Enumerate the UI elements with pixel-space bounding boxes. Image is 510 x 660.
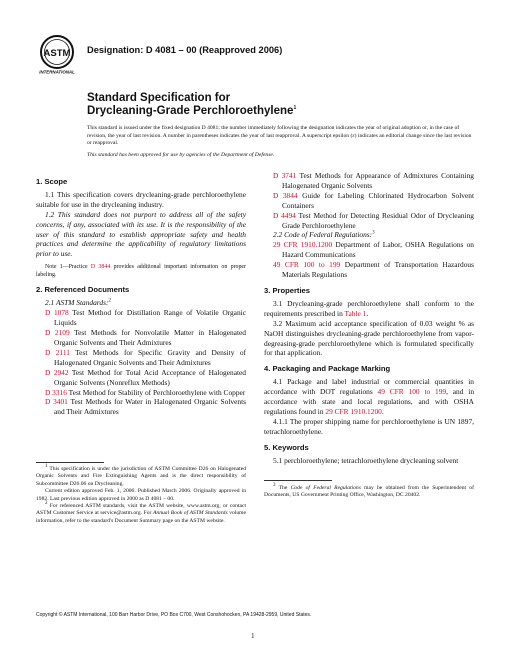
properties-3-1-text: 3.1 Drycleaning-grade perchloroethylene shall conform to the requirements prescribed in — [264, 298, 474, 318]
ref-d3401 — [36, 397, 246, 417]
logo-subtext: INTERNATIONAL — [39, 69, 75, 75]
ref-49cfr-title: Department of Transportation Hazardous Materials Regulations — [282, 260, 475, 280]
ref-d3844 — [264, 191, 474, 211]
properties-3-1-end: . — [366, 308, 369, 318]
ref-49cfr — [264, 260, 474, 280]
note-1-prefix: Note 1—Practice — [45, 264, 91, 271]
title-line-2: Drycleaning-Grade Perchloroethylene — [87, 105, 294, 117]
link-d3844[interactable]: D 3844 — [273, 190, 298, 200]
note-1 — [36, 264, 246, 279]
link-49cfr-inline[interactable]: 49 CFR 100 to 199 — [377, 387, 447, 397]
logo-text: ASTM — [43, 48, 71, 59]
footnote-rule-right — [264, 480, 332, 481]
ref-29cfr — [264, 240, 474, 260]
cfr-label-text: 2.2 Code of Federal Regulations: — [273, 230, 373, 240]
ref-29cfr-title: Department of Labor, OSHA Regulations on Hazard Communications — [282, 240, 474, 260]
keywords-heading: 5. Keywords — [264, 442, 309, 452]
page-number: 1 — [251, 632, 255, 640]
ref-d2109 — [36, 328, 246, 348]
ref-d1078 — [36, 308, 246, 328]
link-table-1[interactable]: Table 1 — [344, 308, 367, 318]
ref-d1078-title: Test Method for Distillation Range of Volatile Organic Liquids — [54, 308, 246, 328]
packaging-4-1 — [264, 377, 474, 417]
link-d1078[interactable]: D 1078 — [45, 308, 69, 318]
link-49cfr[interactable]: 49 CFR 100 to 199 — [273, 260, 341, 270]
footnote-2-italic: Annual Book of ASTM Standards — [153, 510, 228, 517]
footnote-2-text-b: volume information, refer to the standard's Document Summary page on the ASTM website. — [36, 510, 246, 524]
link-29cfr[interactable]: 29 CFR 1910.1200 — [273, 240, 333, 250]
astm-footnote-mark: 2 — [108, 298, 111, 304]
footnote-3 — [264, 485, 474, 500]
title-footnote-mark: 1 — [293, 105, 297, 112]
ref-d3741 — [264, 171, 474, 191]
link-29cfr-inline[interactable]: 29 CFR 1910.1200 — [325, 406, 382, 416]
keywords-5-1: 5.1 perchloroethylene; tetrachloroethylene drycleaning solvent — [273, 455, 459, 465]
packaging-4-1-b: , and in accordance with state and local regulations, and with OSHA regulations found in — [264, 387, 475, 416]
designation: Designation: D 4081 – 00 (Reapproved 2006) — [87, 45, 283, 55]
title-line-1: Standard Specification for — [87, 92, 231, 104]
link-d2109[interactable]: D 2109 — [45, 328, 70, 338]
cfr-label — [264, 230, 474, 240]
ref-d3316-title: Test Method for Stability of Perchloroethylene with Copper — [66, 387, 246, 397]
properties-3-2: 3.2 Maximum acid acceptance specification of 0.03 weight % as NaOH distinguishes drycleaning-grade perchloroethylene from vapor-degreasing-grade perchloroethylene which is formulated specifically for that application. — [264, 318, 474, 358]
referenced-docs-heading: 2. Referenced Documents — [36, 285, 130, 295]
scope-1-2: 1.2 This standard does not purport to address all of the safety concerns, if any, associated with its use. It is the responsibility of the user of this standard to establish appropriate safety and health practices and determine the applicability of regulatory limitations prior to use. — [36, 209, 246, 259]
footnote-3-mark: 3 — [273, 483, 276, 489]
packaging-4-1-a: 4.1 Package and label industrial or commercial quantities in accordance with DOT regulations — [264, 377, 474, 397]
astm-label-text: 2.1 ASTM Standards: — [45, 298, 109, 308]
footnote-2-text-a: For referenced ASTM standards, visit the ASTM website, www.astm.org, or contact ASTM Customer Service at service@astm.org. For — [36, 503, 246, 517]
footnotes-right — [264, 485, 474, 500]
link-d3401[interactable]: D 3401 — [45, 397, 68, 407]
document-title — [87, 92, 296, 118]
astm-standards-label — [36, 298, 246, 308]
footnotes-left — [36, 466, 246, 525]
left-column — [36, 171, 246, 417]
link-d3316[interactable]: D 3316 — [45, 387, 67, 397]
scope-heading: 1. Scope — [36, 177, 68, 186]
ref-d2942-title: Test Method for Total Acid Acceptance of Halogenated Organic Solvents (Nonreflux Methods) — [54, 367, 247, 387]
ref-d4494 — [264, 211, 474, 231]
ref-d3741-title: Test Methods for Appearance of Admixtures Containing Halogenated Organic Solvents — [282, 171, 474, 190]
note-1-suffix: provides additional important information on proper labeling. — [36, 264, 246, 278]
link-d2942[interactable]: D 2942 — [45, 367, 69, 377]
footnote-rule-left — [36, 462, 104, 463]
packaging-heading: 4. Packaging and Package Marking — [264, 364, 391, 374]
ref-d2111 — [36, 348, 246, 368]
link-d3741[interactable]: D 3741 — [273, 171, 297, 180]
footnote-1-text: This specification is under the jurisdiction of ASTM Committee D26 on Halogenated Organic Solvents and Fire Extinguishing Agents and is the direct responsibility of Subcommittee D26.06 on Drycleaning. — [36, 466, 246, 487]
ref-d3316 — [36, 388, 246, 398]
footnote-3-italic: Code of Federal Regulations — [290, 485, 361, 491]
footnote-2 — [36, 503, 246, 525]
properties-heading: 3. Properties — [264, 285, 311, 295]
packaging-4-1-1: 4.1.1 The proper shipping name for perchloroethylene is UN 1897, tetrachloroethylene. — [264, 416, 474, 436]
note-1-link-d3844[interactable]: D 3844 — [90, 264, 111, 271]
cfr-footnote-mark: 3 — [372, 230, 375, 236]
packaging-4-1-c: . — [381, 406, 384, 416]
astm-logo — [36, 33, 78, 75]
ref-d3844-title: Guide for Labeling Chlorinated Hydrocarbon Solvent Containers — [282, 190, 474, 210]
scope-1-1: 1.1 This specification covers drycleaning-grade perchloroethylene suitable for use in the drycleaning industry. — [36, 189, 246, 209]
footnote-3-text-b: may be obtained from the Superintendent of Documents, US Government Printing Office, Washington, DC 20402. — [264, 485, 474, 499]
ref-d2109-title: Test Methods for Nonvolatile Matter in Halogenated Organic Solvents and Their Admixtures — [54, 328, 246, 347]
link-d4494[interactable]: D 4494 — [273, 210, 296, 220]
footnote-1-edition: Current edition approved Feb. 1, 2006. Published March 2006. Originally approved in 1982. Last previous edition approved in 2000 as D 4081 – 00. — [36, 488, 246, 502]
properties-3-1 — [264, 299, 474, 319]
copyright-line: Copyright © ASTM International, 100 Barr Harbor Drive, PO Box C700, West Conshohocken, PA 19428-2959, United States. — [36, 612, 312, 618]
footnote-1 — [36, 466, 246, 488]
ref-d3401-title: Test Methods for Water in Halogenated Organic Solvents and Their Admixtures — [54, 397, 246, 417]
issuance-notice: This standard is issued under the fixed designation D 4081; the number immediately following the designation indicates the year of original adoption or, in the case of revision, the year of last revision. A number in parentheses indicates the year of last reapproval. A superscript epsilon (ε) indicates an editorial change since the last revision or reapproval. — [87, 125, 472, 147]
defense-approval-note: This standard has been approved for use by agencies of the Department of Defense. — [87, 152, 275, 158]
footnote-2-mark: 2 — [45, 501, 48, 507]
footnote-1-mark: 1 — [45, 464, 48, 470]
ref-d4494-title: Test Method for Detecting Residual Odor of Drycleaning Grade Perchloroethylene — [282, 210, 474, 230]
link-d2111[interactable]: D 2111 — [45, 347, 70, 357]
ref-d2111-title: Test Methods for Specific Gravity and Density of Halogenated Organic Solvents and Their Admixtures — [54, 347, 246, 367]
right-column — [264, 171, 474, 465]
ref-d2942 — [36, 368, 246, 388]
footnote-3-text-a: The — [278, 485, 291, 491]
